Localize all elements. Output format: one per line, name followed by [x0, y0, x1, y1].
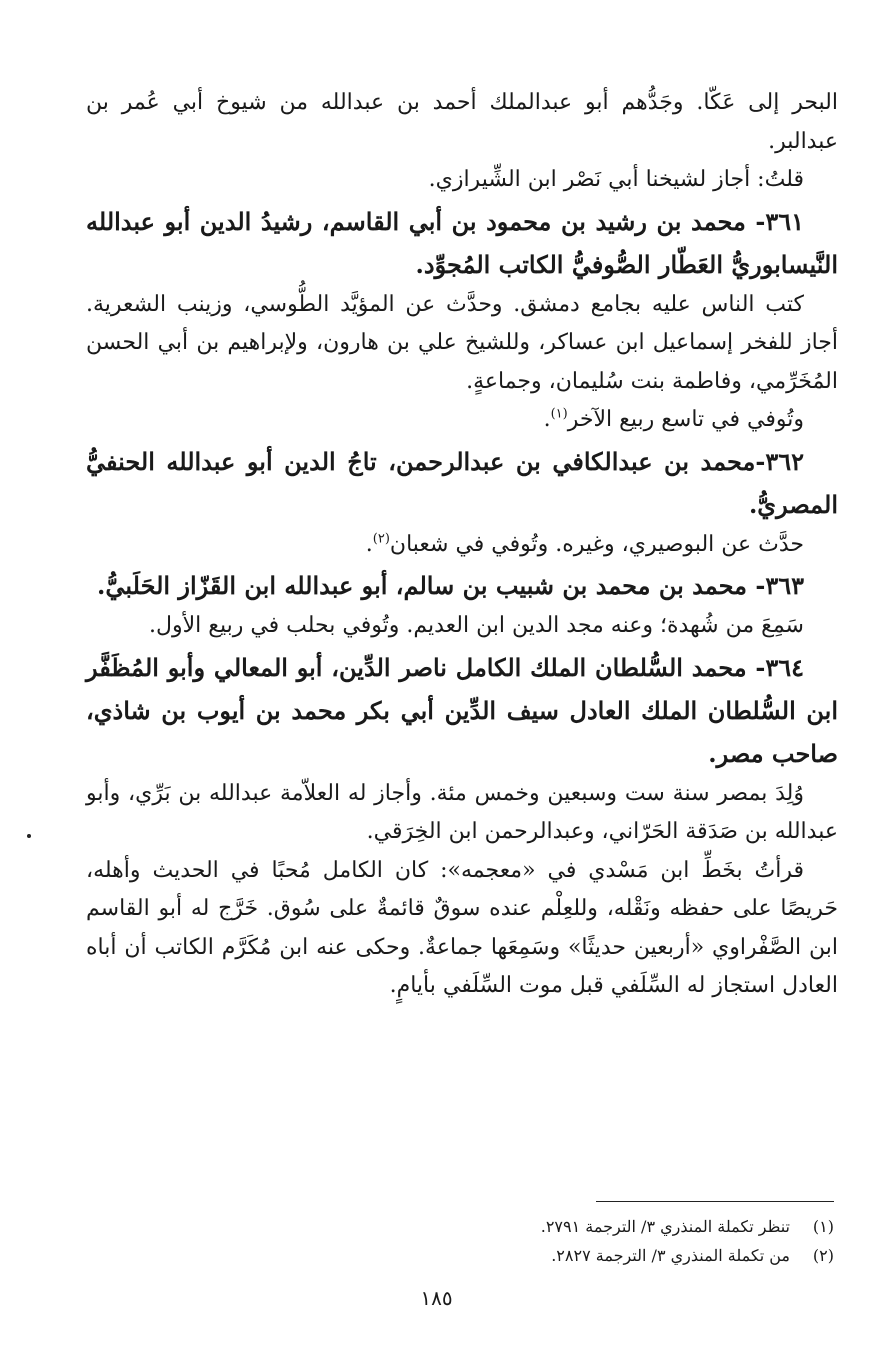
footnote: [86, 1241, 838, 1270]
entry-364-text: وُلِدَ بمصر سنة ست وسبعين وخمس مئة. وأجاز له العلاّمة عبدالله بن بَرِّي، وأبو عبدالله بن صَدَقة الحَرّاني، وعبدالرحمن ابن الخِرَقي.: [86, 780, 838, 844]
entry-363-heading: ٣٦٣- محمد بن محمد بن شبيب بن سالم، أبو عبدالله ابن القَزّاز الحَلَبيُّ.: [97, 571, 804, 600]
footnote-number: (٢): [812, 1246, 834, 1265]
footnote-divider: [596, 1201, 834, 1202]
entry-362-text: حدَّث عن البوصيري، وغيره. وتُوفي في شعبان$^{(٢)}$.: [365, 531, 804, 557]
entry-361-heading: ٣٦١- محمد بن رشيد بن محمود بن أبي القاسم، رشيدُ الدين أبو عبدالله النَّيسابوريُّ العَطّار الصُّوفيُّ الكاتب المُجوِّد.: [86, 206, 838, 279]
footnote-number: (١): [812, 1217, 834, 1236]
footnote: [86, 1212, 838, 1241]
paragraph-continuation: البحر إلى عَكّا. وجَدُّهم أبو عبدالملك أحمد بن عبدالله من شيوخ أبي عُمر بن عبدالبر.: [86, 90, 838, 154]
stray-dot-mark: [27, 834, 31, 838]
footnote-text: من تكملة المنذري ٣/ الترجمة ٢٨٢٧.: [551, 1246, 790, 1265]
footnote-text: تنظر تكملة المنذري ٣/ الترجمة ٢٧٩١.: [540, 1217, 790, 1236]
entry-361-death: وتُوفي في تاسع ربيع الآخر$^{(١)}$.: [543, 406, 804, 432]
footnotes: [86, 1212, 838, 1270]
entry-361-text: كتب الناس عليه بجامع دمشق. وحدَّث عن المؤيَّد الطُّوسي، وزينب الشعرية. أجاز للفخر إسماعيل ابن عساكر، وللشيخ علي بن هارون، ولإبراهيم بن أبي الحسن المُخَرِّمي، وفاطمة بنت سُليمان، وجماعةٍ.: [86, 291, 838, 394]
entry-362-heading: ٣٦٢-محمد بن عبدالكافي بن عبدالرحمن، تاجُ الدين أبو عبدالله الحنفيُّ المصريُّ.: [86, 446, 838, 519]
footnote-ref-2: (٢): [372, 531, 390, 547]
paragraph-note: قلتُ: أجاز لشيخنا أبي نَصْر ابن الشِّيرازي.: [428, 167, 804, 192]
entry-364-heading: ٣٦٤- محمد السُّلطان الملك الكامل ناصر الدِّين، أبو المعالي وأبو المُظَفَّر ابن السُّلطان الملك العادل سيف الدِّين أبي بكر محمد بن أيوب بن شاذي، صاحب مصر.: [86, 652, 838, 768]
entry-362-text-body: حدَّث عن البوصيري، وغيره. وتُوفي في شعبان: [389, 531, 804, 557]
page-number: ١٨٥: [420, 1286, 453, 1310]
entry-361-death-text: وتُوفي في تاسع ربيع الآخر: [567, 407, 804, 432]
main-text: [86, 84, 838, 1006]
entry-364-quote: قرأتُ بخَطِّ ابن مَسْدي في «معجمه»: كان الكامل مُحبًا في الحديث وأهله، حَريصًا على حفظه ونَقْله، وللعِلْم عنده سوقٌ قائمةٌ على سُوق. خَرَّج له أبو القاسم ابن الصَّفْراوي «أربعين حديثًا» وسَمِعَها جماعةٌ. وحكى عنه ابن مُكَرَّم الكاتب أن أباه العادل استجاز له السِّلَفي قبل موت السِّلَفي بأيامٍ.: [86, 857, 838, 998]
entry-363-text: سَمِعَ من شُهدة؛ وعنه مجد الدين ابن العديم. وتُوفي بحلب في ربيع الأول.: [148, 613, 804, 638]
footnote-ref-1: (١): [550, 406, 568, 422]
